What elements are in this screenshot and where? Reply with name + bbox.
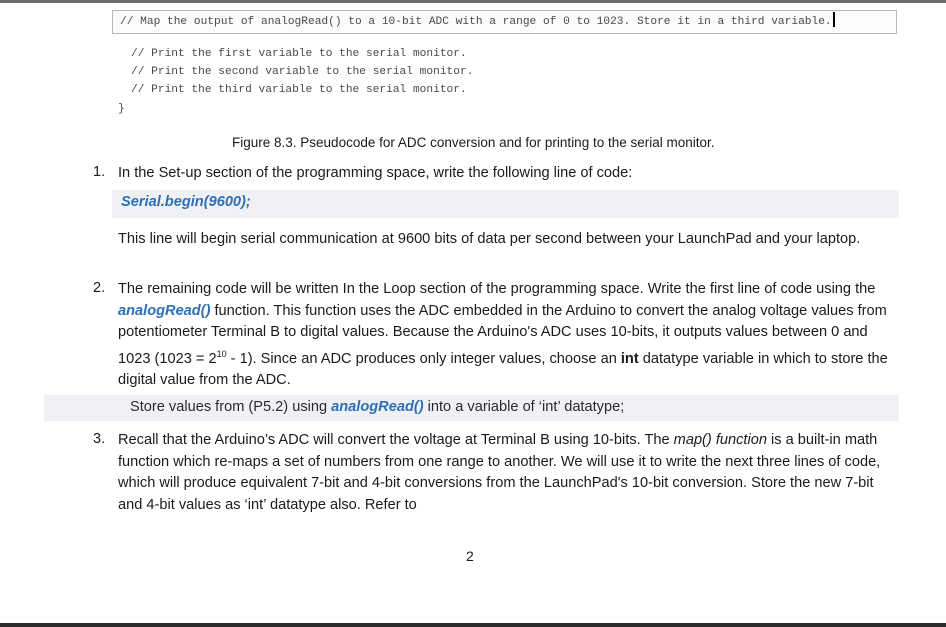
store-values-line: Store values from (P5.2) using analogRead() into a variable of ‘int’ datatype; (130, 399, 625, 415)
map-function-term: map() function (673, 432, 767, 448)
serial-begin-code: Serial.begin(9600); (121, 194, 251, 210)
step-3-text: Recall that the Arduino’s ADC will convert the voltage at Terminal B using 10-bits. The map() function is a built-in math function which re-maps a set of numbers from one range to another. We will use it to write the next three lines of code, which will produce equivalent 7-bit and 4-bit conversions from the LaunchPad's 10-bit conversion. Store the new 7-bit and 4-bit values as ‘int’ datatype also. Refer to (118, 432, 881, 513)
map-comment: // Map the output of analogRead() to a 10-bit ADC with a range of 0 to 1023. Store it in a third variable. (120, 12, 835, 31)
exponent: 10 (216, 348, 227, 359)
code-line-highlight (112, 10, 897, 34)
text-cursor (833, 12, 835, 27)
step-number-1: 1. (93, 164, 106, 180)
pseudocode-block (112, 6, 897, 132)
step-2-text: The remaining code will be written In the Loop section of the programming space. Write the first line of code using the analogRead() function. This function uses the ADC embedded in the Arduino to convert the analog voltage values from potentiometer Terminal B to digital values. Because the Arduino's ADC uses 10-bits, it outputs values between 0 and 1023 $(1023 = 2^{10} - 1)$. Since an ADC produces only integer values, choose an int datatype variable in which to store the digital value from the ADC. (118, 281, 888, 388)
step-number-2: 2. (93, 280, 106, 296)
step-1-text: In the Set-up section of the programming space, write the following line of code: (118, 165, 633, 181)
int-keyword: int (620, 350, 639, 367)
print-comment-3: // Print the third variable to the serial monitor. (131, 84, 467, 96)
print-comment-2: // Print the second variable to the serial monitor. (131, 66, 474, 78)
print-comment-1: // Print the first variable to the serial monitor. (131, 48, 467, 60)
bottom-bar (0, 623, 946, 627)
analogread-fn-2: analogRead() (331, 399, 424, 415)
figure-caption: Figure 8.3. Pseudocode for ADC conversion and for printing to the serial monitor. (232, 135, 715, 150)
closing-brace: } (118, 103, 125, 115)
top-rule (0, 0, 946, 3)
step-number-3: 3. (93, 431, 106, 447)
step-1-explanation: This line will begin serial communication at 9600 bits of data per second between your LaunchPad and your laptop. (118, 231, 861, 247)
analogread-fn: analogRead() (118, 302, 211, 319)
page-number: 2 (466, 548, 474, 564)
